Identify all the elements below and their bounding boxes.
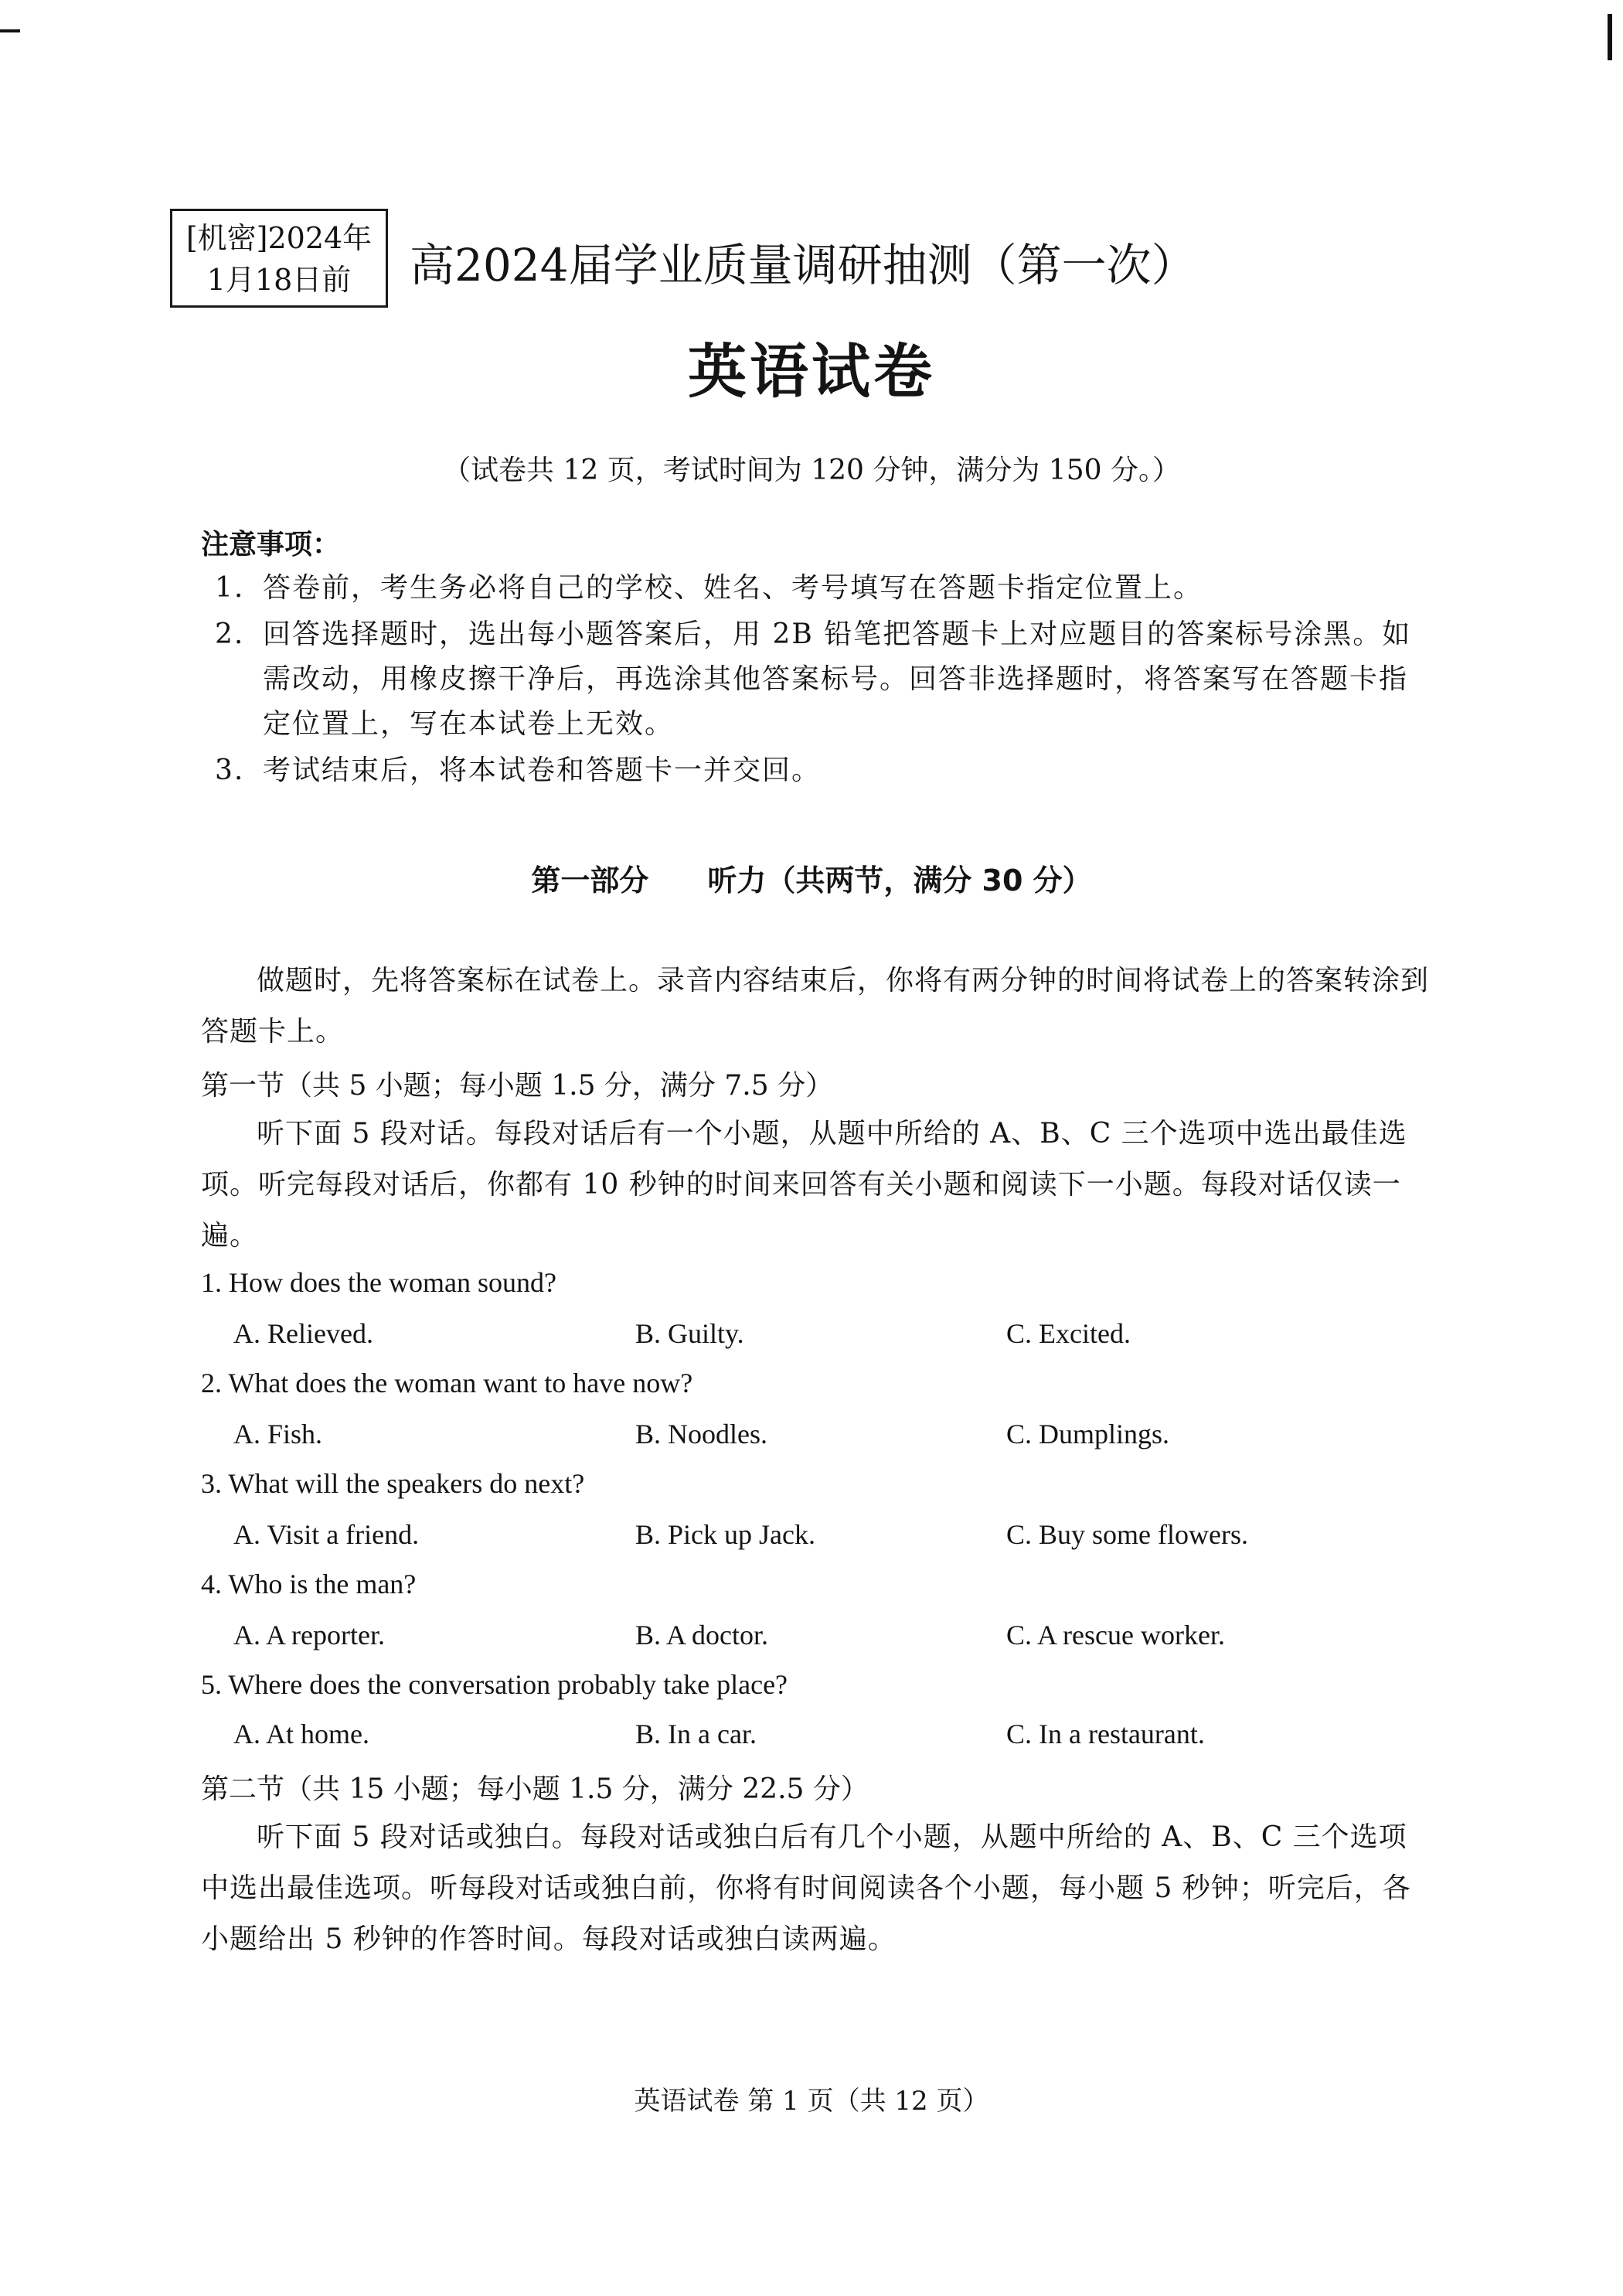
option-c: C. A rescue worker.	[1006, 1620, 1225, 1650]
question-stem: 1. How does the woman sound?	[201, 1267, 556, 1298]
option-c: C. Dumplings.	[1006, 1419, 1170, 1449]
exam-info: （试卷共 12 页，考试时间为 120 分钟，满分为 150 分。）	[443, 455, 1180, 486]
option-c: C. Excited.	[1006, 1318, 1131, 1349]
section-2-instructions: 听下面 5 段对话或独白。每段对话或独白后有几个小题，从题中所给的 A、B、C 三个选项中选出最佳选项。听每段对话或独白前，你将有时间阅读各个小题，每小题 5 秒钟；听完后，各小题给出 5 秒钟的作答时间。每段对话或独白读两遍。	[201, 1821, 1411, 1955]
option-c: C. In a restaurant.	[1006, 1719, 1205, 1749]
note-item	[215, 566, 1430, 611]
note-item	[215, 748, 1430, 793]
option-b: B. Guilty.	[635, 1318, 744, 1349]
section-1-instructions: 听下面 5 段对话。每段对话后有一个小题，从题中所给的 A、B、C 三个选项中选出最佳选项。听完每段对话后，你都有 10 秒钟的时间来回答有关小题和阅读下一小题。每段对话仅读一遍。	[201, 1118, 1407, 1252]
part-intro: 做题时，先将答案标在试卷上。录音内容结束后，你将有两分钟的时间将试卷上的答案转涂到答题卡上。	[201, 965, 1430, 1048]
option-b: B. Pick up Jack.	[635, 1519, 815, 1550]
page-footer: 英语试卷 第 1 页（共 12 页）	[634, 2086, 989, 2117]
option-a: A. At home.	[233, 1719, 369, 1749]
option-a: A. A reporter.	[233, 1620, 385, 1650]
question-stem: 4. Who is the man?	[201, 1569, 417, 1599]
section-2-title: 第二节（共 15 小题；每小题 1.5 分，满分 22.5 分）	[201, 1773, 869, 1805]
option-a: A. Relieved.	[233, 1318, 373, 1349]
scan-edge-mark-left	[0, 29, 20, 32]
option-a: A. Visit a friend.	[233, 1519, 420, 1550]
note-text: 答卷前，考生务必将自己的学校、姓名、考号填写在答题卡指定位置上。	[263, 572, 1203, 604]
option-a: A. Fish.	[233, 1419, 323, 1449]
question-stem: 5. Where does the conversation probably take place?	[201, 1669, 788, 1700]
option-b: B. In a car.	[635, 1719, 757, 1749]
confidential-line-1: [机密]2024年	[185, 221, 373, 255]
option-b: B. A doctor.	[635, 1620, 769, 1650]
scan-edge-mark-right	[1608, 14, 1612, 60]
confidential-stamp-box	[170, 209, 388, 308]
option-c: C. Buy some flowers.	[1006, 1519, 1248, 1550]
note-text: 回答选择题时，选出每小题答案后，用 2B 铅笔把答题卡上对应题目的答案标号涂黑。如需改动，用橡皮擦干净后，再选涂其他答案标号。回答非选择题时，将答案写在答题卡指定位置上，写在本试卷上无效。	[263, 618, 1412, 740]
confidential-line-2: 1月18日前	[206, 263, 352, 297]
note-number: 1.	[215, 572, 245, 604]
subject-title: 英语试卷	[688, 337, 935, 406]
note-item	[215, 612, 1430, 747]
section-1-title: 第一节（共 5 小题；每小题 1.5 分，满分 7.5 分）	[201, 1070, 834, 1102]
note-number: 2.	[215, 618, 245, 650]
note-text: 考试结束后，将本试卷和答题卡一并交回。	[263, 755, 822, 786]
note-number: 3.	[215, 755, 245, 786]
part-heading: 第一部分 听力（共两节，满分 30 分）	[531, 864, 1092, 898]
option-b: B. Noodles.	[635, 1419, 767, 1449]
notes-title: 注意事项：	[201, 529, 341, 560]
exam-title: 高2024届学业质量调研抽测（第一次）	[410, 239, 1196, 291]
question-stem: 3. What will the speakers do next?	[201, 1468, 585, 1499]
question-stem: 2. What does the woman want to have now?	[201, 1368, 693, 1398]
